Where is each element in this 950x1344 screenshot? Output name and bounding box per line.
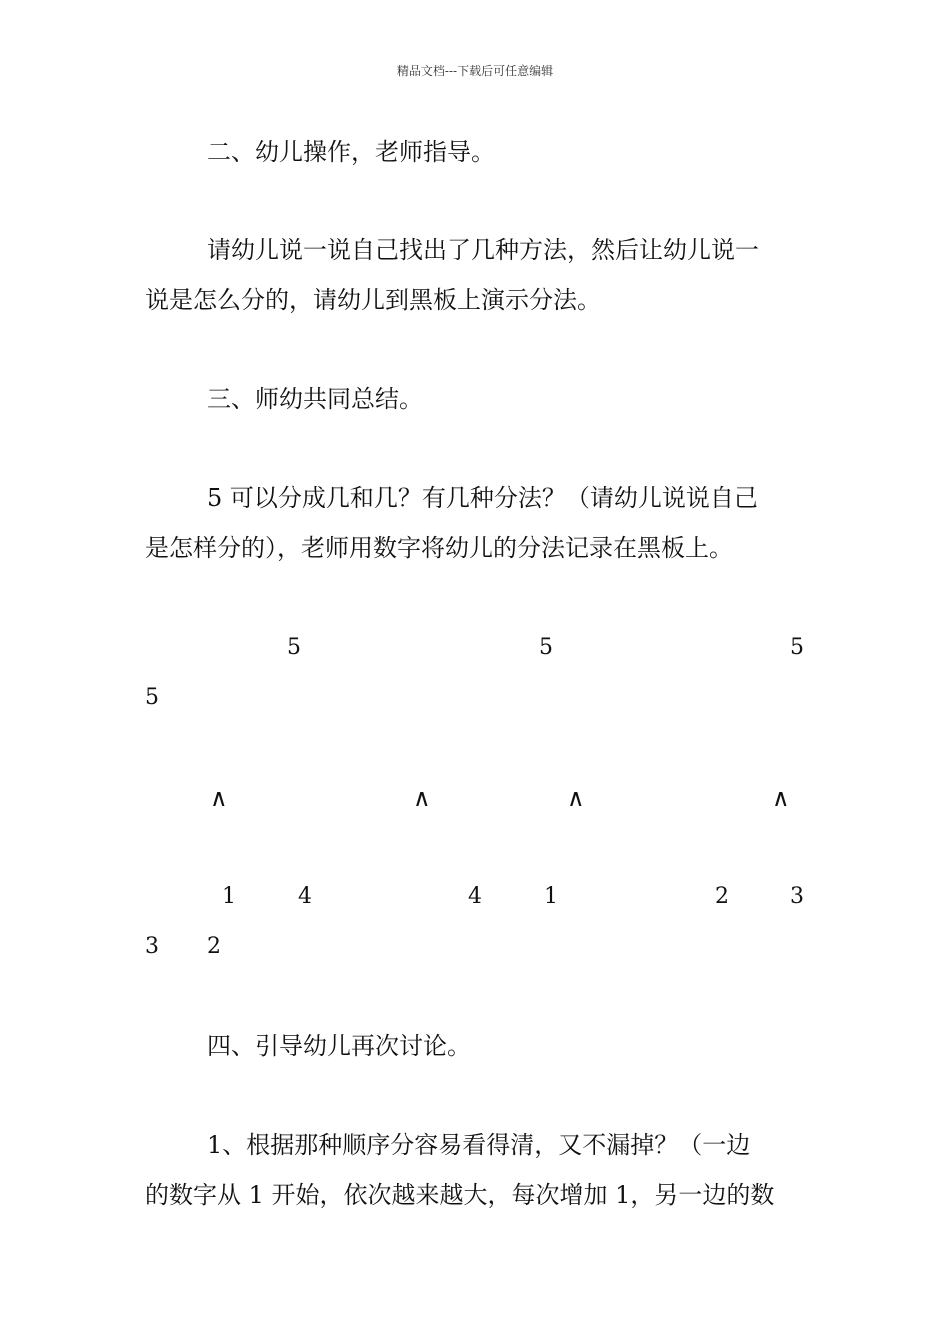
section-2-title: 二、幼儿操作，老师指导。 xyxy=(207,138,495,166)
decomposition-total-3: 5 xyxy=(790,635,804,660)
decomposition-total-1: 5 xyxy=(287,635,301,660)
decomposition-part-1b: 4 xyxy=(298,884,312,909)
decomposition-part-4b: 2 xyxy=(207,934,221,959)
decomposition-total-2: 5 xyxy=(539,635,553,660)
decomposition-part-1a: 1 xyxy=(222,884,236,909)
decomposition-caret-3: ∧ xyxy=(567,784,585,812)
decomposition-caret-1: ∧ xyxy=(210,784,228,812)
decomposition-part-2a: 4 xyxy=(468,884,482,909)
page-header: 精品文档---下载后可任意编辑 xyxy=(396,64,554,78)
paragraph-1-line-2: 说是怎么分的，请幼儿到黑板上演示分法。 xyxy=(145,286,601,314)
section-4-title: 四、引导幼儿再次讨论。 xyxy=(207,1032,471,1060)
paragraph-2-line-2: 是怎样分的），老师用数字将幼儿的分法记录在黑板上。 xyxy=(145,534,733,562)
decomposition-part-3a: 2 xyxy=(715,884,729,909)
decomposition-total-4: 5 xyxy=(145,685,159,710)
paragraph-3-line-1: 1、根据那种顺序分容易看得清，又不漏掉？（一边 xyxy=(207,1131,751,1159)
section-3-title: 三、师幼共同总结。 xyxy=(207,385,423,413)
paragraph-2-line-1: 5 可以分成几和几？有几种分法？（请幼儿说说自己 xyxy=(207,484,758,512)
decomposition-part-4a: 3 xyxy=(145,934,159,959)
paragraph-1-line-1: 请幼儿说一说自己找出了几种方法，然后让幼儿说一 xyxy=(207,236,759,264)
decomposition-caret-2: ∧ xyxy=(413,784,431,812)
decomposition-part-3b: 3 xyxy=(790,884,804,909)
decomposition-caret-4: ∧ xyxy=(772,784,790,812)
paragraph-3-line-2: 的数字从 1 开始，依次越来越大，每次增加 1，另一边的数 xyxy=(145,1181,775,1209)
decomposition-part-2b: 1 xyxy=(544,884,558,909)
